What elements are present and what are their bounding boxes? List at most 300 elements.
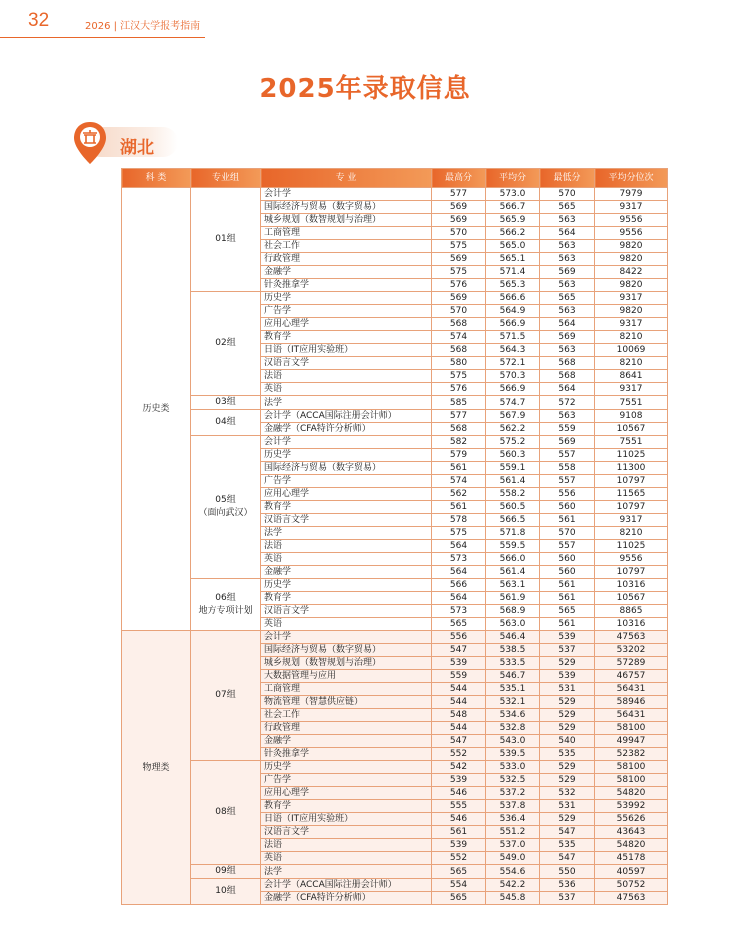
avg-rank-cell: 54820 [595, 839, 668, 852]
max-score-cell: 559 [432, 670, 486, 683]
avg-score-cell: 539.5 [486, 748, 540, 761]
max-score-cell: 554 [432, 879, 486, 892]
avg-score-cell: 560.5 [486, 501, 540, 514]
avg-rank-cell: 9556 [595, 227, 668, 240]
min-score-cell: 529 [540, 774, 595, 787]
avg-score-cell: 542.2 [486, 879, 540, 892]
major-cell: 历史学 [261, 292, 432, 305]
admission-table [121, 168, 668, 905]
min-score-cell: 563 [540, 253, 595, 266]
major-cell: 工商管理 [261, 683, 432, 696]
avg-score-cell: 564.3 [486, 344, 540, 357]
max-score-cell: 582 [432, 436, 486, 449]
avg-rank-cell: 10797 [595, 475, 668, 488]
avg-score-cell: 564.9 [486, 305, 540, 318]
avg-score-cell: 575.2 [486, 436, 540, 449]
min-score-cell: 529 [540, 813, 595, 826]
group-cell [191, 410, 261, 436]
avg-rank-cell: 45178 [595, 852, 668, 865]
major-cell: 社会工作 [261, 709, 432, 722]
max-score-cell: 565 [432, 865, 486, 879]
max-score-cell: 561 [432, 501, 486, 514]
avg-rank-cell: 55626 [595, 813, 668, 826]
min-score-cell: 572 [540, 396, 595, 410]
major-cell: 法语 [261, 540, 432, 553]
min-score-cell: 556 [540, 488, 595, 501]
min-score-cell: 532 [540, 787, 595, 800]
avg-score-cell: 572.1 [486, 357, 540, 370]
avg-score-cell: 532.1 [486, 696, 540, 709]
avg-score-cell: 566.0 [486, 553, 540, 566]
min-score-cell: 529 [540, 709, 595, 722]
group-cell [191, 865, 261, 879]
col-header-rank: 平均分位次 [595, 169, 668, 188]
avg-rank-cell: 10797 [595, 566, 668, 579]
avg-rank-cell: 46757 [595, 670, 668, 683]
major-cell: 历史学 [261, 449, 432, 462]
avg-rank-cell: 58100 [595, 761, 668, 774]
avg-rank-cell: 7979 [595, 188, 668, 201]
group-cell [191, 292, 261, 396]
major-cell: 日语（IT应用实验班） [261, 813, 432, 826]
avg-score-cell: 546.4 [486, 631, 540, 644]
max-score-cell: 556 [432, 631, 486, 644]
max-score-cell: 569 [432, 201, 486, 214]
avg-score-cell: 534.6 [486, 709, 540, 722]
avg-score-cell: 566.7 [486, 201, 540, 214]
avg-rank-cell: 8865 [595, 605, 668, 618]
group-name-line: 06组 [215, 592, 236, 603]
major-cell: 教育学 [261, 800, 432, 813]
major-cell: 会计学 [261, 631, 432, 644]
min-score-cell: 564 [540, 227, 595, 240]
max-score-cell: 575 [432, 240, 486, 253]
avg-rank-cell: 8210 [595, 357, 668, 370]
group-cell [191, 396, 261, 410]
min-score-cell: 535 [540, 839, 595, 852]
min-score-cell: 564 [540, 383, 595, 396]
avg-rank-cell: 9108 [595, 410, 668, 423]
min-score-cell: 561 [540, 592, 595, 605]
max-score-cell: 573 [432, 605, 486, 618]
avg-rank-cell: 8422 [595, 266, 668, 279]
max-score-cell: 577 [432, 188, 486, 201]
major-cell: 金融学（CFA特许分析师） [261, 892, 432, 905]
max-score-cell: 565 [432, 892, 486, 905]
max-score-cell: 555 [432, 800, 486, 813]
avg-rank-cell: 10316 [595, 618, 668, 631]
major-cell: 会计学 [261, 188, 432, 201]
min-score-cell: 563 [540, 279, 595, 292]
min-score-cell: 561 [540, 514, 595, 527]
major-cell: 社会工作 [261, 240, 432, 253]
major-cell: 金融学 [261, 266, 432, 279]
avg-score-cell: 568.9 [486, 605, 540, 618]
avg-score-cell: 538.5 [486, 644, 540, 657]
major-cell: 金融学 [261, 566, 432, 579]
min-score-cell: 529 [540, 722, 595, 735]
major-cell: 应用心理学 [261, 318, 432, 331]
max-score-cell: 585 [432, 396, 486, 410]
max-score-cell: 578 [432, 514, 486, 527]
max-score-cell: 579 [432, 449, 486, 462]
max-score-cell: 544 [432, 683, 486, 696]
min-score-cell: 569 [540, 436, 595, 449]
major-cell: 行政管理 [261, 253, 432, 266]
group-name-line: 地方专项计划 [198, 605, 253, 616]
avg-score-cell: 559.1 [486, 462, 540, 475]
avg-score-cell: 558.2 [486, 488, 540, 501]
group-cell [191, 436, 261, 579]
avg-score-cell: 573.0 [486, 188, 540, 201]
avg-score-cell: 571.8 [486, 527, 540, 540]
min-score-cell: 570 [540, 527, 595, 540]
min-score-cell: 565 [540, 201, 595, 214]
group-name-line: 04组 [215, 417, 236, 427]
min-score-cell: 540 [540, 735, 595, 748]
avg-score-cell: 565.0 [486, 240, 540, 253]
min-score-cell: 539 [540, 670, 595, 683]
page-number: 32 [28, 10, 50, 31]
avg-rank-cell: 9317 [595, 292, 668, 305]
max-score-cell: 569 [432, 253, 486, 266]
major-cell: 行政管理 [261, 722, 432, 735]
min-score-cell: 563 [540, 305, 595, 318]
avg-score-cell: 571.4 [486, 266, 540, 279]
min-score-cell: 569 [540, 266, 595, 279]
avg-score-cell: 566.6 [486, 292, 540, 305]
major-cell: 历史学 [261, 761, 432, 774]
avg-rank-cell: 8210 [595, 331, 668, 344]
major-cell: 广告学 [261, 305, 432, 318]
avg-score-cell: 563.0 [486, 618, 540, 631]
group-cell [191, 761, 261, 865]
major-cell: 应用心理学 [261, 787, 432, 800]
major-cell: 会计学（ACCA国际注册会计师） [261, 410, 432, 423]
avg-rank-cell: 9820 [595, 253, 668, 266]
group-cell [191, 579, 261, 631]
min-score-cell: 560 [540, 553, 595, 566]
max-score-cell: 539 [432, 657, 486, 670]
avg-score-cell: 532.8 [486, 722, 540, 735]
avg-rank-cell: 9317 [595, 514, 668, 527]
max-score-cell: 574 [432, 331, 486, 344]
max-score-cell: 552 [432, 748, 486, 761]
max-score-cell: 569 [432, 214, 486, 227]
min-score-cell: 563 [540, 214, 595, 227]
category-cell: 物理类 [122, 631, 191, 905]
min-score-cell: 547 [540, 826, 595, 839]
major-cell: 汉语言文学 [261, 826, 432, 839]
avg-rank-cell: 40597 [595, 865, 668, 879]
avg-rank-cell: 10797 [595, 501, 668, 514]
min-score-cell: 535 [540, 748, 595, 761]
avg-rank-cell: 54820 [595, 787, 668, 800]
major-cell: 国际经济与贸易（数字贸易） [261, 201, 432, 214]
min-score-cell: 559 [540, 423, 595, 436]
major-cell: 教育学 [261, 331, 432, 344]
col-header-min: 最低分 [540, 169, 595, 188]
max-score-cell: 552 [432, 852, 486, 865]
avg-score-cell: 565.9 [486, 214, 540, 227]
avg-score-cell: 566.2 [486, 227, 540, 240]
group-name-line: 03组 [215, 397, 236, 407]
avg-score-cell: 533.5 [486, 657, 540, 670]
avg-rank-cell: 57289 [595, 657, 668, 670]
major-cell: 会计学 [261, 436, 432, 449]
avg-score-cell: 561.4 [486, 566, 540, 579]
min-score-cell: 537 [540, 892, 595, 905]
avg-rank-cell: 9820 [595, 279, 668, 292]
avg-score-cell: 561.4 [486, 475, 540, 488]
avg-score-cell: 537.2 [486, 787, 540, 800]
min-score-cell: 529 [540, 657, 595, 670]
col-header-max: 最高分 [432, 169, 486, 188]
avg-rank-cell: 43643 [595, 826, 668, 839]
avg-rank-cell: 58100 [595, 722, 668, 735]
group-name-line: 10组 [215, 886, 236, 896]
avg-rank-cell: 56431 [595, 709, 668, 722]
major-cell: 汉语言文学 [261, 357, 432, 370]
min-score-cell: 539 [540, 631, 595, 644]
min-score-cell: 564 [540, 318, 595, 331]
major-cell: 日语（IT应用实验班） [261, 344, 432, 357]
group-name-line: 02组 [215, 338, 236, 348]
col-header-group: 专业组 [191, 169, 261, 188]
min-score-cell: 531 [540, 683, 595, 696]
page-title: 2025年录取信息 [259, 74, 471, 104]
max-score-cell: 564 [432, 566, 486, 579]
group-name-line: 05组 [215, 495, 236, 505]
avg-rank-cell: 7551 [595, 436, 668, 449]
min-score-cell: 561 [540, 579, 595, 592]
avg-rank-cell: 9556 [595, 214, 668, 227]
avg-rank-cell: 9820 [595, 240, 668, 253]
avg-score-cell: 545.8 [486, 892, 540, 905]
major-cell: 广告学 [261, 475, 432, 488]
group-cell [191, 631, 261, 761]
major-cell: 金融学 [261, 735, 432, 748]
min-score-cell: 568 [540, 357, 595, 370]
major-cell: 城乡规划（数智规划与治理） [261, 657, 432, 670]
min-score-cell: 536 [540, 879, 595, 892]
min-score-cell: 557 [540, 449, 595, 462]
max-score-cell: 544 [432, 722, 486, 735]
max-score-cell: 546 [432, 787, 486, 800]
max-score-cell: 546 [432, 813, 486, 826]
avg-rank-cell: 9317 [595, 318, 668, 331]
major-cell: 工商管理 [261, 227, 432, 240]
table-row [122, 396, 668, 410]
group-name-line: 09组 [215, 866, 236, 876]
max-score-cell: 576 [432, 279, 486, 292]
table-row [122, 865, 668, 879]
avg-score-cell: 566.5 [486, 514, 540, 527]
avg-score-cell: 532.5 [486, 774, 540, 787]
major-cell: 城乡规划（数智规划与治理） [261, 214, 432, 227]
min-score-cell: 550 [540, 865, 595, 879]
avg-rank-cell: 53992 [595, 800, 668, 813]
major-cell: 物流管理（智慧供应链） [261, 696, 432, 709]
max-score-cell: 561 [432, 826, 486, 839]
major-cell: 法学 [261, 865, 432, 879]
min-score-cell: 558 [540, 462, 595, 475]
major-cell: 针灸推拿学 [261, 279, 432, 292]
avg-score-cell: 566.9 [486, 318, 540, 331]
avg-rank-cell: 9317 [595, 201, 668, 214]
max-score-cell: 574 [432, 475, 486, 488]
major-cell: 英语 [261, 383, 432, 396]
major-cell: 针灸推拿学 [261, 748, 432, 761]
avg-score-cell: 565.3 [486, 279, 540, 292]
min-score-cell: 565 [540, 292, 595, 305]
avg-score-cell: 533.0 [486, 761, 540, 774]
major-cell: 国际经济与贸易（数字贸易） [261, 462, 432, 475]
avg-rank-cell: 8210 [595, 527, 668, 540]
group-name-line: （面向武汉） [198, 508, 253, 518]
avg-score-cell: 574.7 [486, 396, 540, 410]
region-badge [72, 121, 177, 161]
table-row [122, 579, 668, 592]
major-cell: 金融学（CFA特许分析师） [261, 423, 432, 436]
region-name: 湖北 [120, 138, 154, 158]
max-score-cell: 539 [432, 774, 486, 787]
avg-rank-cell: 9317 [595, 383, 668, 396]
avg-rank-cell: 49947 [595, 735, 668, 748]
avg-rank-cell: 50752 [595, 879, 668, 892]
avg-score-cell: 567.9 [486, 410, 540, 423]
avg-rank-cell: 56431 [595, 683, 668, 696]
max-score-cell: 544 [432, 696, 486, 709]
major-cell: 法学 [261, 527, 432, 540]
major-cell: 教育学 [261, 501, 432, 514]
avg-score-cell: 537.0 [486, 839, 540, 852]
major-cell: 法学 [261, 396, 432, 410]
group-cell [191, 879, 261, 905]
major-cell: 会计学（ACCA国际注册会计师） [261, 879, 432, 892]
avg-rank-cell: 47563 [595, 631, 668, 644]
max-score-cell: 561 [432, 462, 486, 475]
max-score-cell: 575 [432, 527, 486, 540]
table-header-row [122, 169, 668, 188]
min-score-cell: 557 [540, 475, 595, 488]
min-score-cell: 568 [540, 370, 595, 383]
min-score-cell: 529 [540, 696, 595, 709]
avg-rank-cell: 11025 [595, 540, 668, 553]
max-score-cell: 573 [432, 553, 486, 566]
max-score-cell: 575 [432, 266, 486, 279]
max-score-cell: 539 [432, 839, 486, 852]
min-score-cell: 547 [540, 852, 595, 865]
avg-score-cell: 551.2 [486, 826, 540, 839]
avg-rank-cell: 10567 [595, 592, 668, 605]
avg-score-cell: 543.0 [486, 735, 540, 748]
avg-rank-cell: 9820 [595, 305, 668, 318]
group-cell [191, 188, 261, 292]
min-score-cell: 563 [540, 344, 595, 357]
avg-rank-cell: 53202 [595, 644, 668, 657]
avg-score-cell: 563.1 [486, 579, 540, 592]
avg-score-cell: 565.1 [486, 253, 540, 266]
avg-rank-cell: 10567 [595, 423, 668, 436]
max-score-cell: 568 [432, 344, 486, 357]
avg-rank-cell: 10316 [595, 579, 668, 592]
group-name-line: 01组 [215, 234, 236, 244]
avg-rank-cell: 10069 [595, 344, 668, 357]
max-score-cell: 577 [432, 410, 486, 423]
max-score-cell: 542 [432, 761, 486, 774]
min-score-cell: 569 [540, 331, 595, 344]
avg-score-cell: 549.0 [486, 852, 540, 865]
max-score-cell: 575 [432, 370, 486, 383]
table-row [122, 292, 668, 305]
max-score-cell: 564 [432, 592, 486, 605]
table-row [122, 879, 668, 892]
min-score-cell: 565 [540, 605, 595, 618]
max-score-cell: 562 [432, 488, 486, 501]
avg-rank-cell: 52382 [595, 748, 668, 761]
avg-score-cell: 570.3 [486, 370, 540, 383]
min-score-cell: 537 [540, 644, 595, 657]
major-cell: 法语 [261, 370, 432, 383]
avg-score-cell: 559.5 [486, 540, 540, 553]
min-score-cell: 560 [540, 501, 595, 514]
page-header [0, 0, 730, 40]
max-score-cell: 547 [432, 644, 486, 657]
table-row [122, 761, 668, 774]
avg-rank-cell: 58946 [595, 696, 668, 709]
min-score-cell: 570 [540, 188, 595, 201]
max-score-cell: 566 [432, 579, 486, 592]
avg-rank-cell: 11565 [595, 488, 668, 501]
major-cell: 应用心理学 [261, 488, 432, 501]
group-name-line: 07组 [215, 690, 236, 700]
col-header-major: 专 业 [261, 169, 432, 188]
col-header-avg: 平均分 [486, 169, 540, 188]
max-score-cell: 576 [432, 383, 486, 396]
min-score-cell: 529 [540, 761, 595, 774]
major-cell: 英语 [261, 553, 432, 566]
major-cell: 英语 [261, 852, 432, 865]
max-score-cell: 565 [432, 618, 486, 631]
col-header-category: 科 类 [122, 169, 191, 188]
avg-rank-cell: 58100 [595, 774, 668, 787]
max-score-cell: 548 [432, 709, 486, 722]
avg-rank-cell: 7551 [595, 396, 668, 410]
major-cell: 汉语言文学 [261, 605, 432, 618]
max-score-cell: 564 [432, 540, 486, 553]
avg-score-cell: 536.4 [486, 813, 540, 826]
major-cell: 广告学 [261, 774, 432, 787]
avg-rank-cell: 11025 [595, 449, 668, 462]
major-cell: 汉语言文学 [261, 514, 432, 527]
max-score-cell: 570 [432, 227, 486, 240]
avg-rank-cell: 11300 [595, 462, 668, 475]
max-score-cell: 569 [432, 292, 486, 305]
category-cell: 历史类 [122, 188, 191, 631]
max-score-cell: 570 [432, 305, 486, 318]
avg-score-cell: 535.1 [486, 683, 540, 696]
avg-score-cell: 562.2 [486, 423, 540, 436]
avg-score-cell: 554.6 [486, 865, 540, 879]
avg-rank-cell: 9556 [595, 553, 668, 566]
min-score-cell: 557 [540, 540, 595, 553]
avg-rank-cell: 8641 [595, 370, 668, 383]
min-score-cell: 531 [540, 800, 595, 813]
major-cell: 法语 [261, 839, 432, 852]
major-cell: 大数据管理与应用 [261, 670, 432, 683]
major-cell: 英语 [261, 618, 432, 631]
